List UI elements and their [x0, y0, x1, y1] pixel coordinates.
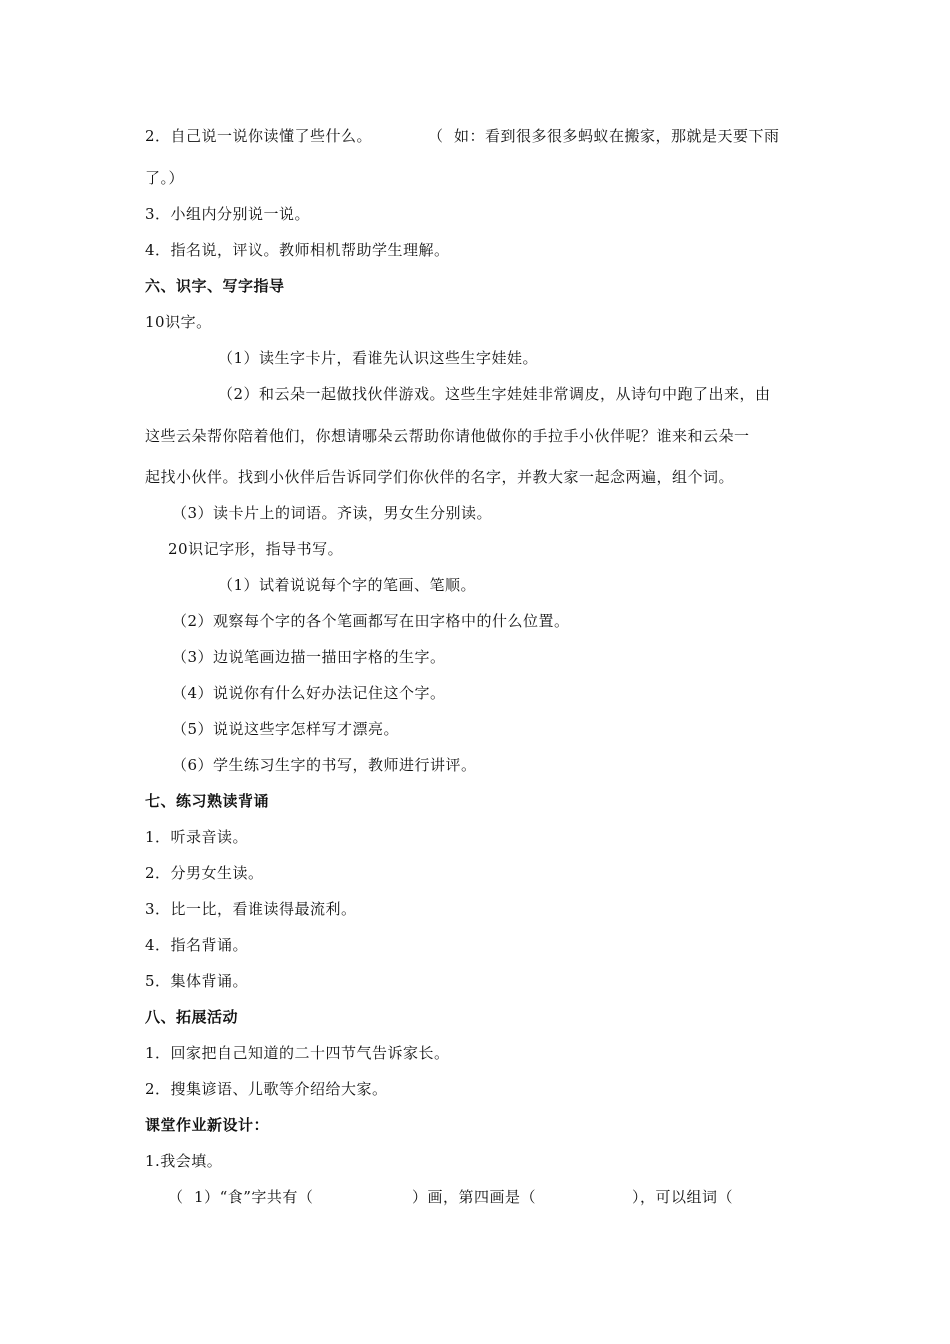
text-line: 2．自己说一说你读懂了些什么。 [145, 127, 373, 145]
text-line: （2）和云朵一起做找伙伴游戏。这些生字娃娃非常调皮，从诗句中跑了出来，由 [218, 385, 771, 403]
text-line: 2．分男女生读。 [145, 864, 264, 882]
text-line: 1.我会填。 [145, 1152, 223, 1170]
text-line: 20识记字形，指导书写。 [168, 540, 344, 558]
text-line: （2）观察每个字的各个笔画都写在田字格中的什么位置。 [172, 612, 570, 630]
text-line: 了。） [145, 169, 185, 187]
text-line: 5．集体背诵。 [145, 972, 249, 990]
text-line: （ 如：看到很多很多蚂蚁在搬家，那就是天要下雨 [428, 127, 780, 145]
text-line: （1）试着说说每个字的笔画、笔顺。 [218, 576, 477, 594]
text-line: ），可以组词（ [632, 1188, 734, 1206]
text-line: 1．听录音读。 [145, 828, 249, 846]
text-line: 起找小伙伴。找到小伙伴后告诉同学们你伙伴的名字，并教大家一起念两遍，组个词。 [145, 468, 735, 486]
text-line: 2．搜集谚语、儿歌等介绍给大家。 [145, 1080, 388, 1098]
section-heading: 六、识字、写字指导 [145, 277, 285, 295]
text-line: （1）读生字卡片，看谁先认识这些生字娃娃。 [218, 349, 539, 367]
text-line: 3．比一比，看谁读得最流利。 [145, 900, 357, 918]
section-heading: 七、练习熟读背诵 [145, 792, 270, 810]
text-line: （3）边说笔画边描一描田字格的生字。 [172, 648, 446, 666]
text-line: 这些云朵帮你陪着他们，你想请哪朵云帮助你请他做你的手拉手小伙伴呢？谁来和云朵一 [145, 427, 750, 445]
text-line: （4）说说你有什么好办法记住这个字。 [172, 684, 446, 702]
section-heading: 八、拓展活动 [145, 1008, 239, 1026]
text-line: （6）学生练习生字的书写，教师进行讲评。 [172, 756, 477, 774]
text-line: 3．小组内分别说一说。 [145, 205, 311, 223]
text-line: （3）读卡片上的词语。齐读，男女生分别读。 [172, 504, 493, 522]
section-heading: 课堂作业新设计： [145, 1116, 270, 1134]
text-line: （5）说说这些字怎样写才漂亮。 [172, 720, 400, 738]
text-line: 4．指名背诵。 [145, 936, 249, 954]
text-line: 4．指名说，评议。教师相机帮助学生理解。 [145, 241, 450, 259]
text-line: 10识字。 [145, 313, 212, 331]
text-line: 1．回家把自己知道的二十四节气告诉家长。 [145, 1044, 450, 1062]
text-line: （ 1）“食”字共有（ [168, 1188, 314, 1206]
text-line: ）画，第四画是（ [412, 1188, 537, 1206]
